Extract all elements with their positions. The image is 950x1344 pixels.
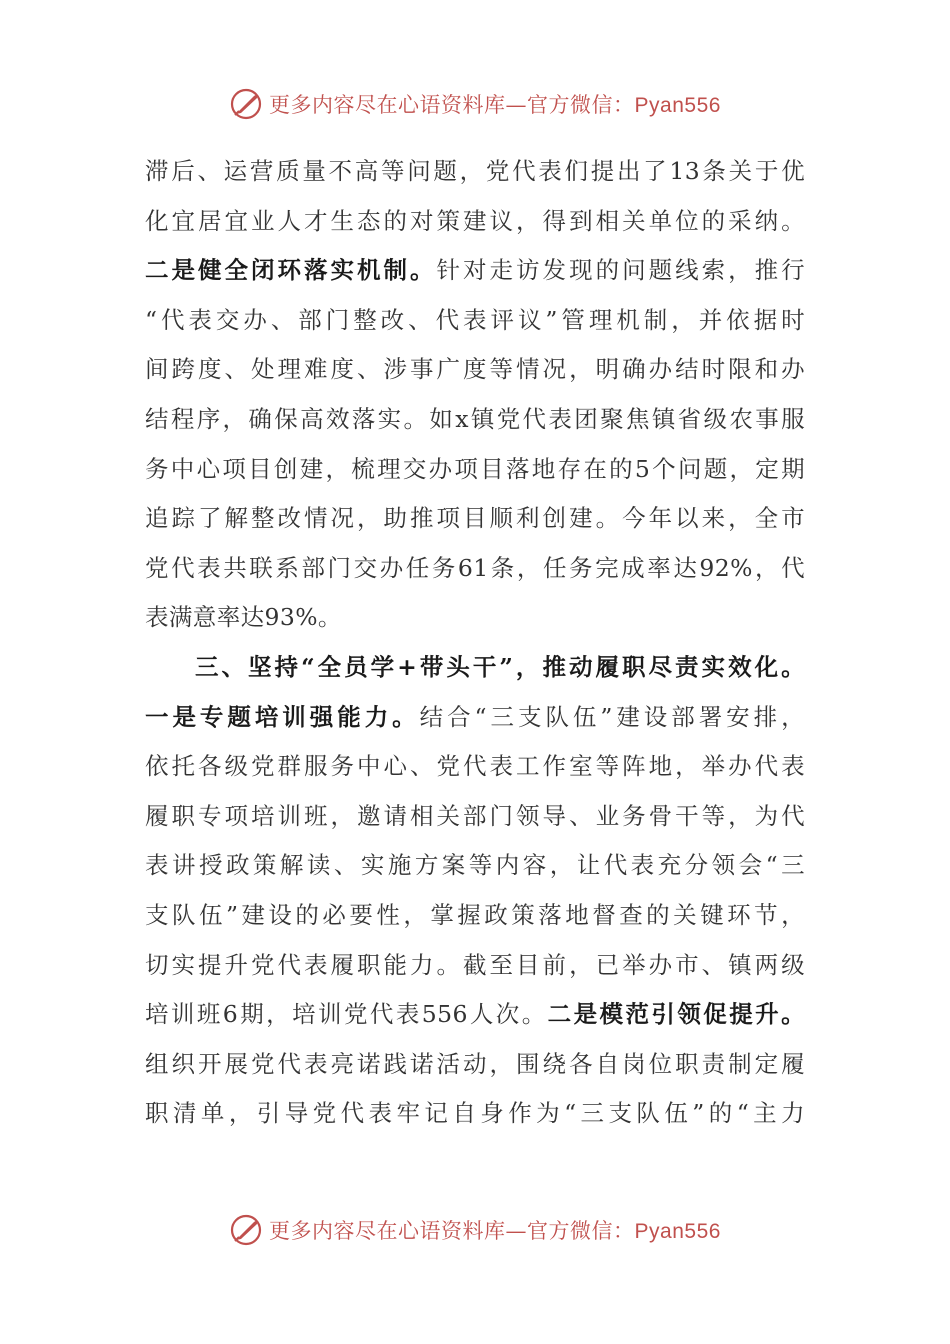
paragraph-line: 切实提升党代表履职能力。截至目前，已举办市、镇两级 — [145, 950, 805, 979]
paragraph-line: 一是专题培训强能力。结合“三支队伍”建设部署安排， — [145, 702, 806, 731]
subheading: 二是健全闭环落实机制。 — [145, 256, 437, 285]
paragraph-line: “代表交办、部门整改、代表评议”管理机制，并依据时 — [145, 305, 805, 334]
paragraph-line: 化宜居宜业人才生态的对策建议，得到相关单位的采纳。 — [145, 206, 805, 235]
paragraph-line: 表满意率达93%。 — [145, 603, 342, 632]
paragraph-line: 务中心项目创建，梳理交办项目落地存在的5个问题，定期 — [145, 454, 805, 483]
paragraph-line: 履职专项培训班，邀请相关部门领导、业务骨干等，为代 — [145, 801, 805, 830]
paragraph-line: 二是健全闭环落实机制。针对走访发现的问题线索，推行 — [145, 256, 805, 285]
section-heading: 三、坚持“全员学+带头干”，推动履职尽责实效化。 — [195, 652, 805, 681]
quill-logo-icon — [229, 1213, 263, 1247]
paragraph-line: 党代表共联系部门交办任务61条，任务完成率达92%，代 — [145, 553, 805, 582]
paragraph-line: 培训班6期，培训党代表556人次。二是模范引领促提升。 — [145, 1000, 806, 1029]
document-body — [145, 147, 805, 1139]
quill-logo-icon — [229, 87, 263, 121]
header-banner — [0, 84, 950, 124]
paragraph-line: 追踪了解整改情况，助推项目顺利创建。今年以来，全市 — [145, 504, 805, 533]
paragraph-line: 滞后、运营质量不高等问题，党代表们提出了13条关于优 — [145, 157, 805, 185]
paragraph-line: 职清单，引导党代表牢记自身作为“三支队伍”的“主力 — [145, 1099, 805, 1128]
footer-contact: Pyan556 — [634, 1220, 721, 1243]
subheading: 二是模范引领促提升。 — [547, 1000, 806, 1029]
header-contact: Pyan556 — [634, 94, 721, 117]
paragraph-line: 支队伍”建设的必要性，掌握政策落地督查的关键环节， — [145, 900, 805, 929]
footer-banner — [0, 1210, 950, 1250]
paragraph-line: 组织开展党代表亮诺践诺活动，围绕各自岗位职责制定履 — [145, 1049, 805, 1078]
subheading: 一是专题培训强能力。 — [145, 702, 420, 731]
footer-text: 更多内容尽在心语资料库—官方微信：Pyan556 — [269, 1219, 721, 1243]
paragraph-line: 间跨度、处理难度、涉事广度等情况，明确办结时限和办 — [145, 355, 805, 384]
header-text: 更多内容尽在心语资料库—官方微信：Pyan556 — [269, 93, 721, 117]
paragraph-line: 依托各级党群服务中心、党代表工作室等阵地，举办代表 — [145, 752, 805, 781]
paragraph-line: 表讲授政策解读、实施方案等内容，让代表充分领会“三 — [145, 851, 805, 880]
paragraph-line: 结程序，确保高效落实。如x镇党代表团聚焦镇省级农事服 — [145, 404, 805, 433]
